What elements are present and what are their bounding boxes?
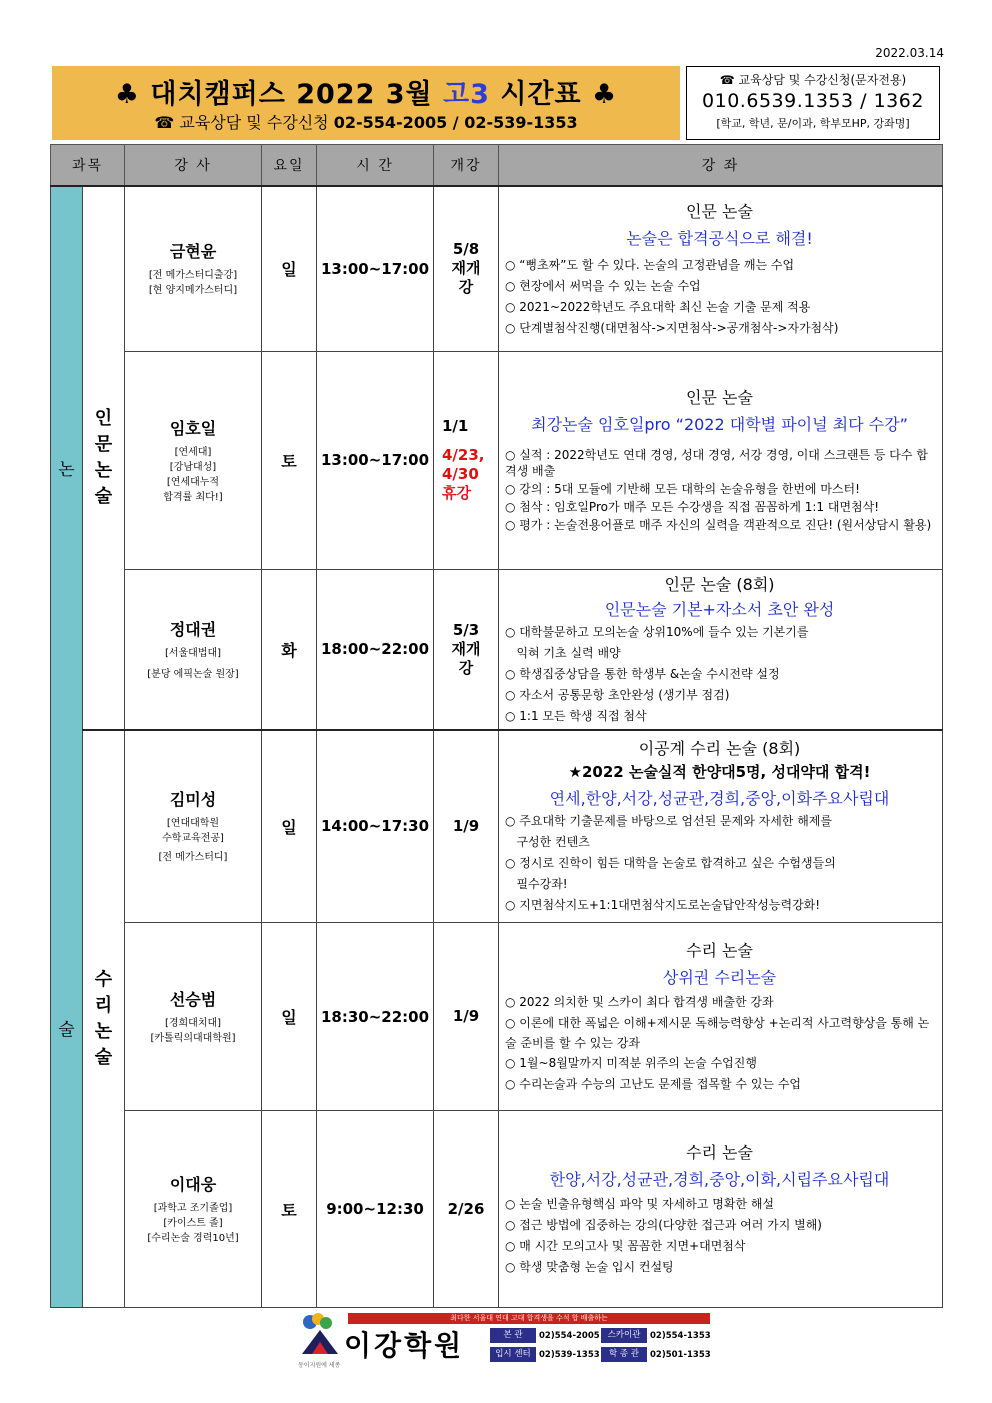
subcat-char: 술	[94, 485, 113, 507]
start-date: 1/9	[452, 1007, 480, 1025]
subcat-char: 술	[94, 1046, 113, 1068]
footer-tagline: 동이지원에 세종	[298, 1362, 341, 1369]
subcat-char: 문	[94, 433, 113, 455]
branch-phone: 02)501-1353	[650, 1349, 711, 1360]
course-cell	[499, 923, 943, 1111]
table-row	[51, 1111, 943, 1308]
course-item: 구성한 컨텐츠	[505, 835, 590, 850]
break-note: 휴강	[442, 484, 471, 502]
course-cell	[499, 569, 943, 730]
day-cell: 일	[262, 923, 317, 1111]
course-item: ○ 단계별첨삭진행(대면첨삭->지면첨삭->공개첨삭->자가첨삭)	[505, 320, 839, 335]
header-course: 강 좌	[499, 145, 943, 187]
course-title: 인문 논술	[686, 201, 753, 221]
course-cell	[499, 730, 943, 923]
time-cell: 14:00~17:30	[317, 730, 434, 923]
sms-phone: 010.6539.1353 / 1362	[702, 90, 924, 112]
branch-name: 본 관	[490, 1328, 536, 1343]
table-row	[51, 186, 943, 351]
start-date: 1/9	[452, 816, 480, 835]
banner-contact	[52, 110, 680, 133]
subcategory-math	[83, 730, 125, 1308]
header-day: 요일	[262, 145, 317, 187]
course-subtitle: 상위권 수리논술	[662, 968, 777, 987]
course-item: ○ 접근 방법에 집중하는 강의(다양한 접근과 여러 가지 별해)	[505, 1218, 822, 1232]
branch-phone: 02)554-2005	[539, 1330, 600, 1341]
course-item: ○ 현장에서 써먹을 수 있는 논술 수업	[505, 278, 701, 293]
course-item: ○ 2022 의치한 및 스카이 최다 합격생 배출한 강좌	[505, 995, 774, 1009]
course-item: ○ 강의 : 5대 모듈에 기반해 모든 대학의 논술유형을 한번에 마스터!	[505, 482, 860, 496]
sms-label: ☎ 교육상담 및 수강신청(문자전용)	[719, 73, 907, 87]
teacher-info: [분당 에픽논술 원장]	[147, 668, 239, 680]
teacher-info: [카이스트 졸]	[163, 1218, 223, 1229]
footer-slogan: 최다한 서울대 연대 고대 합격생을 수석 합 배출하는	[348, 1313, 710, 1324]
teacher-cell	[125, 569, 262, 730]
course-title: 이공계 수리 논술 (8회)	[638, 739, 801, 759]
start-cell	[434, 730, 499, 923]
time-cell: 18:30~22:00	[317, 923, 434, 1111]
course-subtitle: 연세,한양,서강,성균관,경희,중앙,이화주요사립대	[549, 789, 890, 809]
banner-contact-phones: 02-554-2005 / 02-539-1353	[333, 113, 578, 132]
start-note: 강	[458, 278, 474, 297]
footer	[296, 1310, 716, 1370]
start-date: 5/3	[452, 620, 480, 639]
teacher-name: 금현윤	[169, 242, 217, 262]
club-icon: ♣	[114, 79, 140, 110]
course-item: ○ 주요대학 기출문제를 바탕으로 엄선된 문제와 자세한 해제를	[505, 814, 832, 829]
day-cell: 토	[262, 351, 317, 569]
subcat-char: 논	[94, 459, 113, 481]
teacher-name: 임호일	[169, 418, 217, 438]
title-suffix: 시간표	[500, 79, 582, 110]
title-banner	[52, 66, 680, 140]
teacher-cell	[125, 1111, 262, 1308]
course-cell	[499, 186, 943, 351]
start-cell	[434, 923, 499, 1111]
sms-note: [학교, 학년, 문/이과, 학부모HP, 강좌명]	[716, 117, 910, 130]
course-item: ○ 1:1 모든 학생 직접 첨삭	[505, 708, 647, 723]
day-cell: 토	[262, 1111, 317, 1308]
time-cell: 18:00~22:00	[317, 569, 434, 730]
teacher-cell	[125, 351, 262, 569]
academy-name: 이강학원	[344, 1329, 465, 1362]
table-row	[51, 569, 943, 730]
start-note: 재개	[451, 259, 481, 278]
course-item: ○ 수리논술과 수능의 고난도 문제를 접목할 수 있는 수업	[505, 1077, 802, 1091]
teacher-cell	[125, 730, 262, 923]
category-cell	[51, 186, 83, 1308]
course-cell	[499, 1111, 943, 1308]
teacher-info: 수학교육전공]	[162, 833, 224, 845]
category-char: 논	[58, 459, 75, 480]
teacher-cell	[125, 186, 262, 351]
course-item: ○ 학생집중상담을 통한 학생부 &논술 수시전략 설정	[505, 666, 780, 681]
teacher-info: [서울대법대]	[164, 647, 222, 659]
course-subtitle: 논술은 합격공식으로 해결!	[626, 228, 813, 248]
title-main: 대치캠퍼스 2022 3월	[150, 79, 433, 110]
header-teacher: 강 사	[125, 145, 262, 187]
start-date: 5/8	[452, 240, 480, 259]
branch-phone: 02)539-1353	[539, 1349, 600, 1360]
course-item: ○ 매 시간 모의고사 및 꼼꼼한 지면+대면첨삭	[505, 1239, 746, 1253]
teacher-name: 정대권	[169, 619, 217, 639]
table-row	[51, 923, 943, 1111]
course-item: ○ “뻥초짜”도 할 수 있다. 논술의 고정관념을 깨는 수업	[505, 257, 795, 272]
branch-row	[490, 1327, 720, 1344]
teacher-info: [전 메가스터디출강]	[148, 270, 238, 282]
day-cell: 일	[262, 730, 317, 923]
page-title	[52, 72, 680, 111]
category-char: 술	[58, 1019, 75, 1040]
start-cell	[434, 186, 499, 351]
header-start: 개강	[434, 145, 499, 187]
time-cell: 13:00~17:00	[317, 351, 434, 569]
day-cell: 화	[262, 569, 317, 730]
time-cell: 9:00~12:30	[317, 1111, 434, 1308]
teacher-cell	[125, 923, 262, 1111]
teacher-info: [연대대학원	[166, 818, 220, 830]
start-cell	[434, 351, 499, 569]
teacher-info: [연세대누적	[166, 476, 220, 488]
table-row	[51, 351, 943, 569]
teacher-info: [카톨릭의대대학원]	[150, 1033, 236, 1044]
phone-icon: ☎	[154, 113, 175, 132]
academy-logo-icon	[296, 1310, 344, 1358]
course-item: ○ 지면첨삭지도+1:1대면첨삭지도로논술답안작성능력강화!	[505, 898, 821, 913]
course-item: ○ 대학불문하고 모의논술 상위10%에 들수 있는 기본기를	[505, 624, 809, 639]
header-subject: 과목	[51, 145, 125, 187]
start-date: 1/1	[442, 417, 469, 435]
course-item: ○ 이론에 대한 폭넓은 이해+제시문 독해능력향상 +논리적 사고력향상을 통해 논술 준비를 할 수 있는 강좌	[505, 1016, 930, 1050]
branch-name: 입시 센터	[490, 1347, 536, 1362]
course-item: ○ 학생 맞춤형 논술 입시 컨설팅	[505, 1260, 674, 1274]
course-title: 수리 논술	[686, 1143, 753, 1162]
start-note: 재개	[451, 639, 481, 658]
break-date: 4/30	[442, 465, 479, 483]
course-item: ○ 평가 : 논술전용어플로 매주 자신의 실력을 객관적으로 진단! (원서상담시 활용)	[505, 518, 932, 532]
time-cell: 13:00~17:00	[317, 186, 434, 351]
subcat-char: 수	[94, 968, 113, 990]
teacher-info: 합격률 최다!]	[163, 491, 223, 503]
timetable	[50, 144, 943, 1308]
branch-list	[490, 1327, 720, 1365]
branch-name: 스카이관	[601, 1328, 647, 1343]
teacher-info: [연세대]	[174, 446, 212, 458]
club-icon: ♣	[591, 79, 618, 110]
teacher-info: [수리논술 경력10년]	[147, 1233, 239, 1244]
course-title: 인문 논술 (8회)	[664, 574, 775, 594]
banner-contact-label: 교육상담 및 수강신청	[179, 113, 329, 132]
course-item: ○ 첨삭 : 임호일Pro가 매주 모든 수강생을 직접 꼼꼼하게 1:1 대면첨삭!	[505, 500, 880, 514]
subcategory-humanities	[83, 186, 125, 730]
course-cell	[499, 351, 943, 569]
table-row	[51, 730, 943, 923]
document-date: 2022.03.14	[875, 46, 944, 60]
title-grade: 고3	[443, 79, 490, 110]
course-item: ○ 1월~8월말까지 미적분 위주의 논술 수업진행	[505, 1056, 757, 1070]
table-header	[51, 145, 943, 187]
branch-name: 학 종 관	[601, 1347, 647, 1362]
teacher-info: [현 양지메가스터디]	[148, 285, 238, 297]
subcat-char: 리	[94, 994, 113, 1016]
course-subtitle: 인문논술 기본+자소서 초안 완성	[604, 599, 835, 619]
course-title: 인문 논술	[686, 388, 753, 407]
header-time: 시 간	[317, 145, 434, 187]
course-achievement: ★2022 논술실적 한양대5명, 성대약대 합격!	[568, 763, 871, 782]
teacher-name: 김미성	[169, 790, 217, 810]
course-item: ○ 자소서 공통문항 초안완성 (생기부 점검)	[505, 687, 730, 702]
start-date: 2/26	[447, 1199, 485, 1218]
day-cell: 일	[262, 186, 317, 351]
start-cell	[434, 569, 499, 730]
course-item: ○ 정시로 진학이 힘든 대학을 논술로 합격하고 싶은 수험생들의	[505, 856, 836, 871]
start-cell	[434, 1111, 499, 1308]
break-date: 4/23,	[442, 446, 485, 464]
sms-contact-box	[686, 66, 940, 140]
course-item: 익혀 기초 실력 배양	[505, 645, 621, 660]
course-item: ○ 실적 : 2022학년도 연대 경영, 성대 경영, 서강 경영, 이대 스크랜튼 등 다수 합격생 배출	[505, 448, 928, 478]
course-item: ○ 2021~2022학년도 주요대학 최신 논술 기출 문제 적용	[505, 299, 811, 314]
course-subtitle: 최강논술 임호일pro “2022 대학별 파이널 최다 수강”	[531, 415, 908, 434]
teacher-info: [과학고 조기졸업]	[153, 1203, 233, 1214]
branch-phone: 02)554-1353	[650, 1330, 711, 1341]
start-note: 강	[458, 658, 474, 677]
teacher-name: 이대웅	[169, 1175, 217, 1194]
teacher-info: [강남대성]	[169, 461, 217, 473]
branch-row	[490, 1346, 720, 1363]
subcat-char: 인	[94, 407, 113, 429]
subcat-char: 논	[94, 1020, 113, 1042]
course-item: 필수강좌!	[505, 877, 568, 892]
teacher-name: 선승범	[169, 990, 217, 1009]
course-item: ○ 논술 빈출유형핵심 파악 및 자세하고 명확한 해설	[505, 1197, 775, 1211]
teacher-info: [경희대치대]	[164, 1018, 222, 1029]
teacher-info: [전 메가스터디]	[158, 852, 228, 864]
course-title: 수리 논술	[686, 941, 753, 960]
course-subtitle: 한양,서강,성균관,경희,중앙,이화,시립주요사립대	[549, 1170, 890, 1189]
